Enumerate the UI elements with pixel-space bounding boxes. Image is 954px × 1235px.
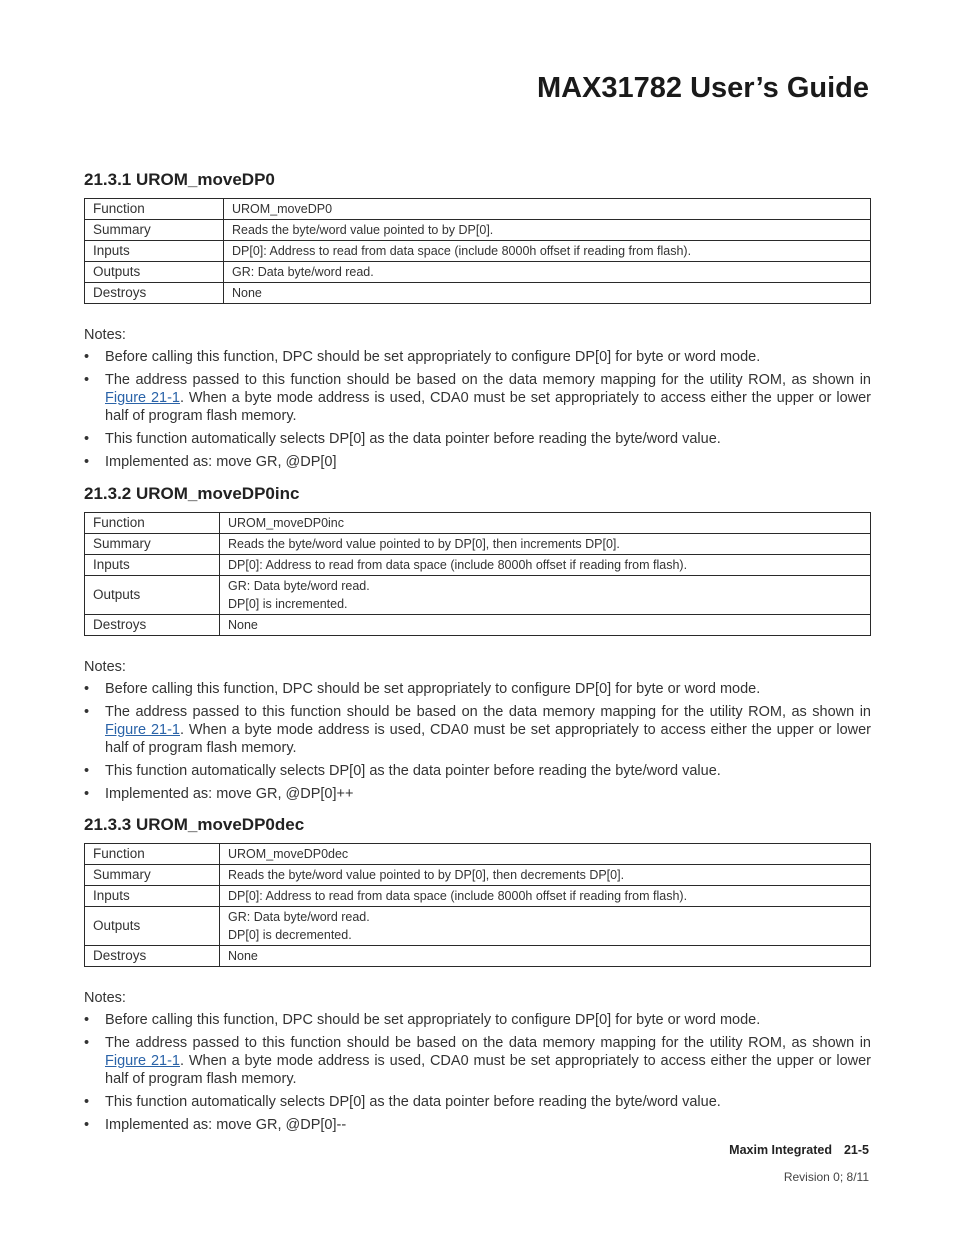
- bullet: •: [84, 1035, 90, 1051]
- note-text: Before calling this function, DPC should be set appropriately to configure DP[0] for byte or word mode.: [105, 1012, 761, 1028]
- table-row: [85, 513, 871, 534]
- function-spec-table: [84, 512, 871, 636]
- list-item: [84, 680, 871, 698]
- bullet: •: [84, 786, 90, 802]
- section-heading: 21.3.3 UROM_moveDP0dec: [84, 815, 305, 834]
- page-title: MAX31782 User’s Guide: [536, 72, 869, 104]
- table-row: [85, 199, 871, 220]
- list-item: [84, 430, 871, 448]
- note-text: Implemented as: move GR, @DP[0]++: [105, 786, 354, 802]
- function-label: Function: [85, 513, 220, 534]
- section-urom-movedp0dec: [84, 815, 871, 1139]
- note-text: Before calling this function, DPC should be set appropriately to configure DP[0] for byte or word mode.: [105, 349, 761, 365]
- table-row: [85, 844, 871, 865]
- notes-label: Notes:: [84, 990, 126, 1006]
- inputs-value: DP[0]: Address to read from data space (include 8000h offset if reading from flash).: [220, 886, 871, 907]
- section-heading: 21.3.1 UROM_moveDP0: [84, 170, 275, 189]
- function-spec-table: [84, 198, 871, 304]
- list-item: [84, 1116, 871, 1134]
- destroys-label: Destroys: [85, 283, 224, 304]
- table-row: [85, 241, 871, 262]
- notes-list: [84, 1011, 871, 1134]
- outputs-line: GR: Data byte/word read.: [232, 265, 374, 279]
- outputs-line: DP[0] is incremented.: [228, 597, 348, 611]
- list-item: [84, 453, 871, 471]
- summary-value: Reads the byte/word value pointed to by DP[0].: [224, 220, 871, 241]
- outputs-value: [224, 262, 871, 283]
- outputs-label: Outputs: [85, 907, 220, 946]
- outputs-line: GR: Data byte/word read.: [228, 579, 370, 593]
- bullet: •: [84, 681, 90, 697]
- footer-brand: [729, 1143, 869, 1157]
- destroys-value: None: [220, 615, 871, 636]
- bullet: •: [84, 704, 90, 720]
- inputs-label: Inputs: [85, 886, 220, 907]
- note-text: . When a byte mode address is used, CDA0 must be set appropriately to access either the upper or lower half of program flash memory.: [105, 722, 871, 756]
- outputs-label: Outputs: [85, 262, 224, 283]
- table-row: [85, 220, 871, 241]
- destroys-value: None: [220, 946, 871, 967]
- note-text: Implemented as: move GR, @DP[0]--: [105, 1117, 347, 1133]
- notes-label: Notes:: [84, 659, 126, 675]
- function-label: Function: [85, 199, 224, 220]
- note-text: . When a byte mode address is used, CDA0 must be set appropriately to access either the upper or lower half of program flash memory.: [105, 390, 871, 424]
- figure-link[interactable]: Figure 21-1: [105, 390, 180, 406]
- list-item: [84, 762, 871, 780]
- table-row: [85, 555, 871, 576]
- bullet: •: [84, 349, 90, 365]
- table-row: [85, 283, 871, 304]
- note-text: Implemented as: move GR, @DP[0]: [105, 454, 337, 470]
- function-label: Function: [85, 844, 220, 865]
- figure-link[interactable]: Figure 21-1: [105, 1053, 180, 1069]
- notes-list: [84, 348, 871, 471]
- summary-label: Summary: [85, 220, 224, 241]
- table-row: [85, 946, 871, 967]
- notes-list: [84, 680, 871, 803]
- table-row: [85, 262, 871, 283]
- function-value: UROM_moveDP0inc: [220, 513, 871, 534]
- table-row: [85, 886, 871, 907]
- bullet: •: [84, 431, 90, 447]
- page-number: 21-5: [843, 1143, 869, 1157]
- table-row: [85, 615, 871, 636]
- bullet: •: [84, 1094, 90, 1110]
- list-item: [84, 1034, 871, 1088]
- notes-label: Notes:: [84, 327, 126, 343]
- destroys-label: Destroys: [85, 615, 220, 636]
- list-item: [84, 1093, 871, 1111]
- outputs-label: Outputs: [85, 576, 220, 615]
- note-text: This function automatically selects DP[0] as the data pointer before reading the byte/word value.: [105, 431, 721, 447]
- note-text: . When a byte mode address is used, CDA0 must be set appropriately to access either the upper or lower half of program flash memory.: [105, 1053, 871, 1087]
- outputs-value: [220, 576, 871, 615]
- inputs-label: Inputs: [85, 241, 224, 262]
- list-item: [84, 371, 871, 425]
- inputs-value: DP[0]: Address to read from data space (include 8000h offset if reading from flash).: [220, 555, 871, 576]
- figure-link[interactable]: Figure 21-1: [105, 722, 180, 738]
- destroys-value: None: [224, 283, 871, 304]
- bullet: •: [84, 1012, 90, 1028]
- footer-revision: Revision 0; 8/11: [783, 1170, 869, 1184]
- table-row: [85, 907, 871, 946]
- bullet: •: [84, 763, 90, 779]
- inputs-value: DP[0]: Address to read from data space (include 8000h offset if reading from flash).: [224, 241, 871, 262]
- footer-brand-name: Maxim Integrated: [729, 1143, 832, 1157]
- summary-label: Summary: [85, 534, 220, 555]
- note-text: The address passed to this function should be based on the data memory mapping for the utility ROM, as shown in: [105, 704, 871, 720]
- list-item: [84, 1011, 871, 1029]
- note-text: This function automatically selects DP[0] as the data pointer before reading the byte/word value.: [105, 1094, 721, 1110]
- section-urom-movedp0: [84, 170, 871, 476]
- note-text: This function automatically selects DP[0] as the data pointer before reading the byte/word value.: [105, 763, 721, 779]
- function-value: UROM_moveDP0dec: [220, 844, 871, 865]
- bullet: •: [84, 454, 90, 470]
- section-urom-movedp0inc: [84, 484, 871, 808]
- summary-label: Summary: [85, 865, 220, 886]
- note-text: The address passed to this function should be based on the data memory mapping for the utility ROM, as shown in: [105, 1035, 871, 1051]
- bullet: •: [84, 1117, 90, 1133]
- list-item: [84, 785, 871, 803]
- table-row: [85, 576, 871, 615]
- outputs-value: [220, 907, 871, 946]
- bullet: •: [84, 372, 90, 388]
- table-row: [85, 865, 871, 886]
- destroys-label: Destroys: [85, 946, 220, 967]
- outputs-line: DP[0] is decremented.: [228, 928, 352, 942]
- function-value: UROM_moveDP0: [224, 199, 871, 220]
- list-item: [84, 348, 871, 366]
- section-heading: 21.3.2 UROM_moveDP0inc: [84, 484, 300, 503]
- inputs-label: Inputs: [85, 555, 220, 576]
- note-text: The address passed to this function should be based on the data memory mapping for the utility ROM, as shown in: [105, 372, 871, 388]
- summary-value: Reads the byte/word value pointed to by DP[0], then decrements DP[0].: [220, 865, 871, 886]
- note-text: Before calling this function, DPC should be set appropriately to configure DP[0] for byte or word mode.: [105, 681, 761, 697]
- outputs-line: GR: Data byte/word read.: [228, 910, 370, 924]
- list-item: [84, 703, 871, 757]
- function-spec-table: [84, 843, 871, 967]
- table-row: [85, 534, 871, 555]
- summary-value: Reads the byte/word value pointed to by DP[0], then increments DP[0].: [220, 534, 871, 555]
